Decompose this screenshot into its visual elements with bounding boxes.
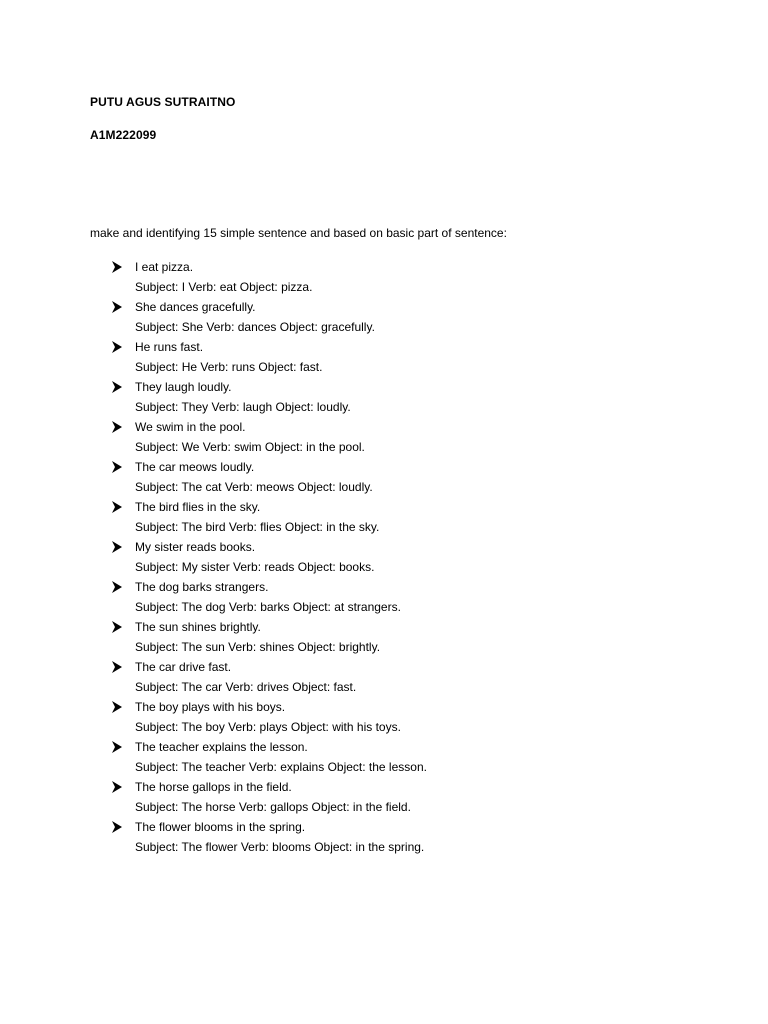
sentence-analysis: Subject: He Verb: runs Object: fast. [135,360,323,374]
arrow-bullet-icon [110,780,124,794]
arrow-bullet-icon [110,660,124,674]
arrow-bullet-icon [110,620,124,634]
sentence-analysis: Subject: The bird Verb: flies Object: in the sky. [135,520,380,534]
arrow-bullet-icon [110,340,124,354]
arrow-bullet-icon [110,820,124,834]
sentence-text: She dances gracefully. [135,300,256,314]
sentence-text: The flower blooms in the spring. [135,820,306,834]
sentence-text: They laugh loudly. [135,380,232,394]
sentence-text: We swim in the pool. [135,420,246,434]
arrow-bullet-icon [110,700,124,714]
sentence-text: The dog barks strangers. [135,580,269,594]
sentence-text: The sun shines brightly. [135,620,261,634]
sentence-analysis: Subject: My sister Verb: reads Object: books. [135,560,375,574]
sentence-text: The boy plays with his boys. [135,700,286,714]
sentence-text: The teacher explains the lesson. [135,740,308,754]
sentence-analysis: Subject: The teacher Verb: explains Object: the lesson. [135,760,427,774]
sentence-text: The horse gallops in the field. [135,780,292,794]
student-id: A1M222099 [90,128,157,142]
arrow-bullet-icon [110,500,124,514]
arrow-bullet-icon [110,260,124,274]
arrow-bullet-icon [110,300,124,314]
sentence-analysis: Subject: They Verb: laugh Object: loudly. [135,400,351,414]
sentence-analysis: Subject: She Verb: dances Object: gracefully. [135,320,375,334]
sentence-text: My sister reads books. [135,540,256,554]
author-name: PUTU AGUS SUTRAITNO [90,95,236,109]
arrow-bullet-icon [110,460,124,474]
sentence-analysis: Subject: The cat Verb: meows Object: loudly. [135,480,373,494]
arrow-bullet-icon [110,420,124,434]
sentence-text: The bird flies in the sky. [135,500,261,514]
arrow-bullet-icon [110,380,124,394]
arrow-bullet-icon [110,580,124,594]
sentence-analysis: Subject: The car Verb: drives Object: fast. [135,680,357,694]
sentence-analysis: Subject: The boy Verb: plays Object: with his toys. [135,720,401,734]
sentence-analysis: Subject: I Verb: eat Object: pizza. [135,280,313,294]
sentence-text: He runs fast. [135,340,204,354]
sentence-text: The car meows loudly. [135,460,255,474]
arrow-bullet-icon [110,740,124,754]
sentence-text: The car drive fast. [135,660,232,674]
assignment-instruction: make and identifying 15 simple sentence and based on basic part of sentence: [90,226,507,240]
arrow-bullet-icon [110,540,124,554]
sentence-analysis: Subject: We Verb: swim Object: in the pool. [135,440,365,454]
sentence-analysis: Subject: The sun Verb: shines Object: brightly. [135,640,381,654]
sentence-analysis: Subject: The dog Verb: barks Object: at strangers. [135,600,401,614]
sentence-text: I eat pizza. [135,260,194,274]
sentence-analysis: Subject: The horse Verb: gallops Object: in the field. [135,800,411,814]
sentence-analysis: Subject: The flower Verb: blooms Object: in the spring. [135,840,425,854]
